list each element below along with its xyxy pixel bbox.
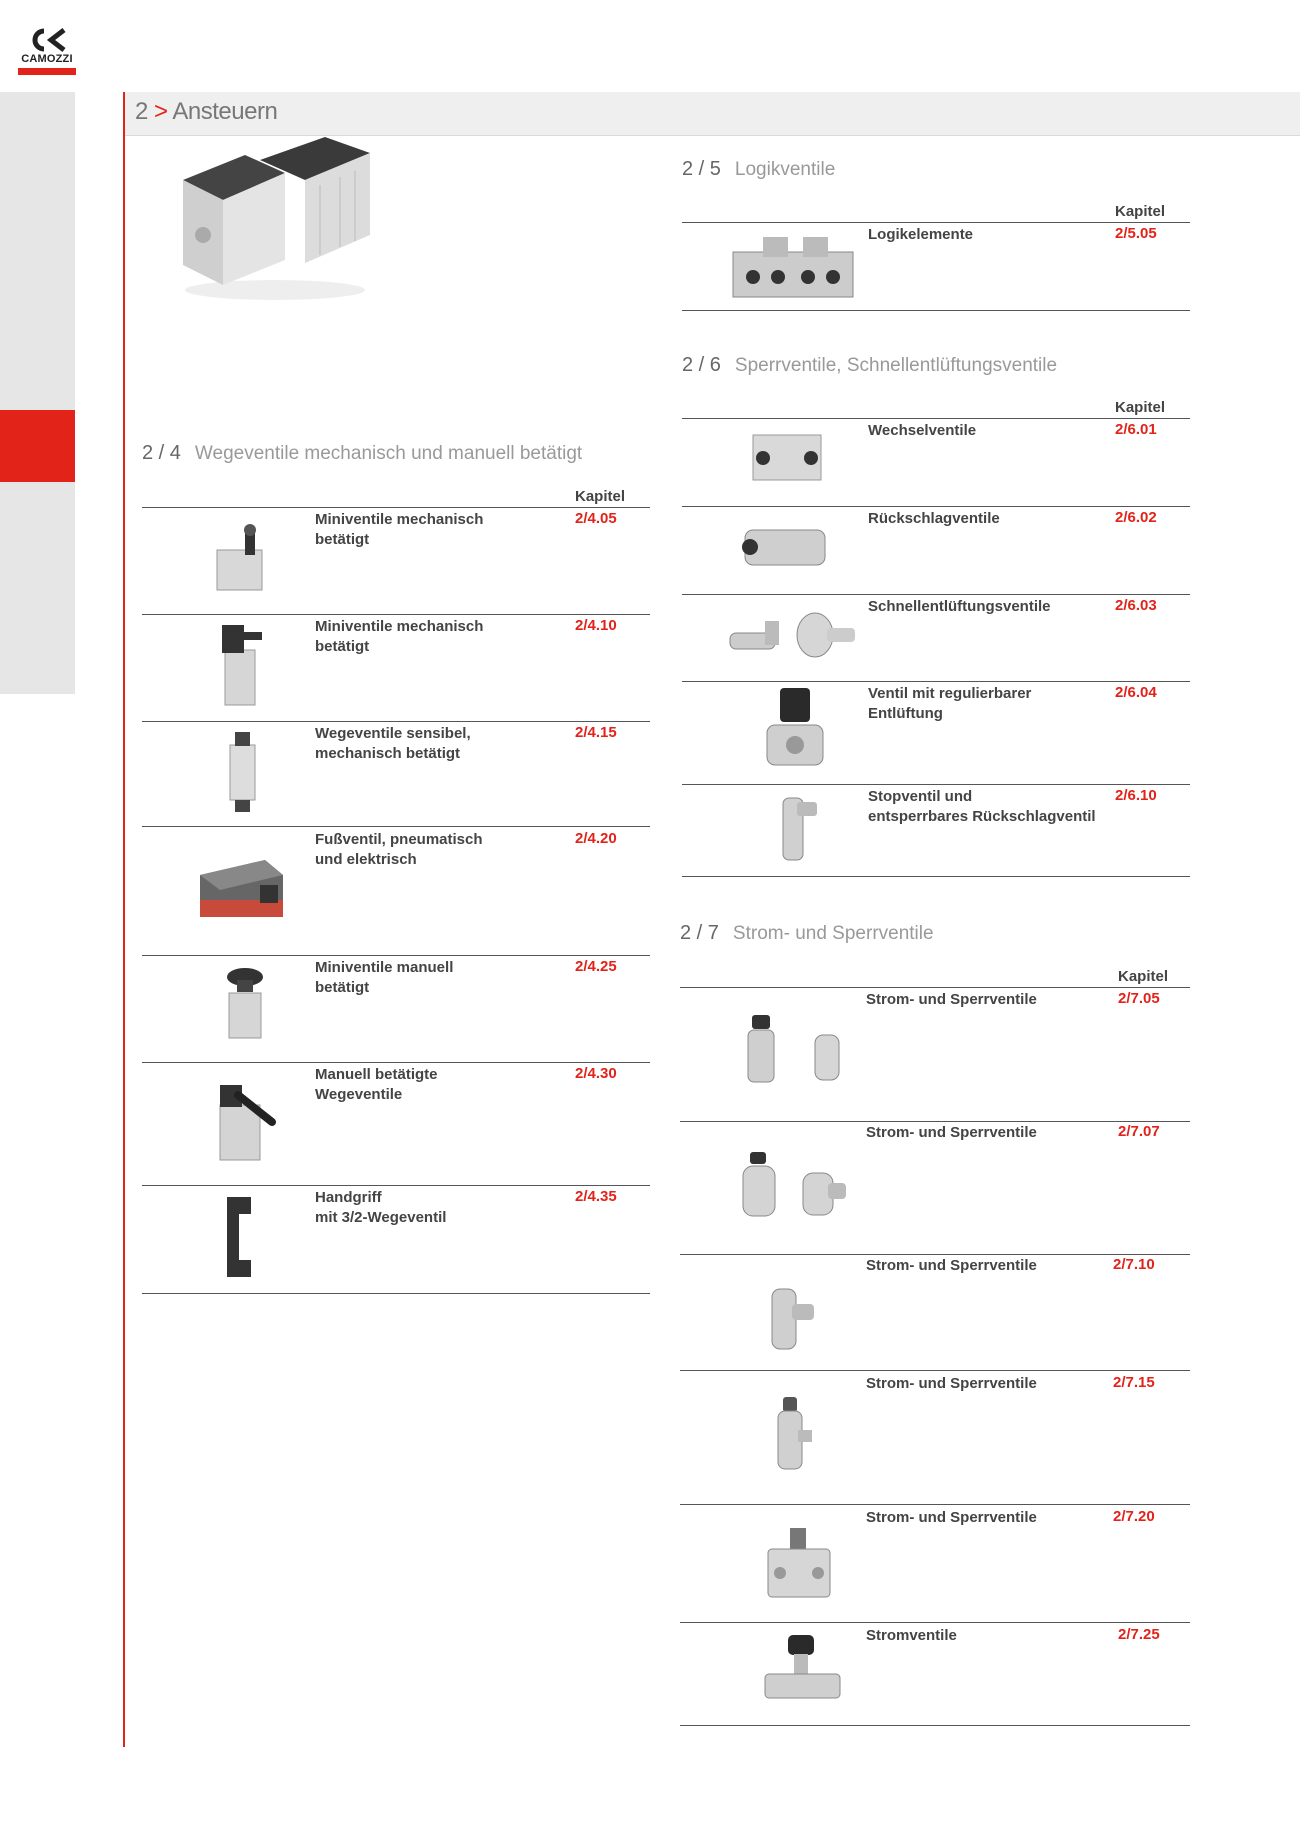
section-rule — [682, 418, 1190, 419]
row-divider — [142, 826, 650, 827]
row-divider — [142, 1062, 650, 1063]
chapter-link[interactable]: 2/4.05 — [575, 510, 617, 527]
list-item-label: Wechselventile — [868, 422, 977, 439]
chapter-link[interactable]: 2/4.20 — [575, 830, 617, 847]
kapitel-header: Kapitel — [1115, 399, 1166, 416]
list-item-label: Stromventile — [866, 1627, 957, 1644]
shuttle-valve-icon — [745, 425, 830, 490]
list-item-label: Miniventile mechanisch betätigt — [315, 511, 484, 548]
list-item-label: Stopventil und entsperrbares Rückschlagventil — [868, 788, 1096, 825]
chapter-link[interactable]: 2/7.05 — [1118, 990, 1160, 1007]
section-2-6-title — [682, 354, 1057, 377]
brand-bar — [18, 68, 76, 75]
regulator-valve-icon — [755, 685, 835, 780]
section-rule — [682, 310, 1190, 311]
list-item-label: Miniventile manuell betätigt — [315, 959, 454, 996]
foot-valve-icon — [195, 855, 285, 925]
mini-valve-icon — [205, 520, 280, 600]
flow-control-icon — [738, 1148, 853, 1223]
row-divider — [680, 1121, 1190, 1122]
list-item-label: Strom- und Sperrventile — [866, 1375, 1037, 1392]
section-name: Sperrventile, Schnellentlüftungsventile — [734, 355, 1058, 376]
chapter-link[interactable]: 2/7.20 — [1113, 1508, 1155, 1525]
list-item-label: Miniventile mechanisch betätigt — [315, 618, 484, 655]
list-item-label: Handgriff mit 3/2-Wegeventil — [315, 1189, 447, 1226]
logic-element-icon — [728, 232, 858, 304]
list-item-label: Strom- und Sperrventile — [866, 1124, 1037, 1141]
chapter-link[interactable]: 2/7.25 — [1118, 1626, 1160, 1643]
row-divider — [680, 1370, 1190, 1371]
check-valve-icon — [740, 520, 830, 575]
chapter-link[interactable]: 2/6.01 — [1115, 421, 1157, 438]
list-item-label: Rückschlagventile — [868, 510, 1000, 527]
chapter-link[interactable]: 2/4.35 — [575, 1188, 617, 1205]
chapter-number: 2 — [135, 98, 148, 125]
row-divider — [682, 506, 1190, 507]
flow-control-icon — [762, 1284, 822, 1359]
chapter-link[interactable]: 2/6.03 — [1115, 597, 1157, 614]
flow-control-icon — [760, 1525, 840, 1605]
chapter-link[interactable]: 2/4.30 — [575, 1065, 617, 1082]
chapter-link[interactable]: 2/4.10 — [575, 617, 617, 634]
chapter-link[interactable]: 2/4.25 — [575, 958, 617, 975]
section-name: Logikventile — [734, 159, 836, 180]
chapter-tab-active — [0, 410, 75, 482]
chapter-title — [135, 98, 277, 126]
camozzi-mark-icon — [28, 28, 66, 52]
section-rule — [142, 1293, 650, 1294]
chapter-banner — [125, 92, 1300, 136]
chapter-link[interactable]: 2/7.15 — [1113, 1374, 1155, 1391]
chapter-link[interactable]: 2/6.02 — [1115, 509, 1157, 526]
brand-name: CAMOZZI — [21, 53, 73, 65]
row-divider — [680, 1504, 1190, 1505]
roller-valve-icon — [210, 620, 270, 710]
section-number: 2 / 4 — [142, 442, 181, 464]
list-item-label: Wegeventile sensibel, mechanisch betätigt — [315, 725, 471, 762]
margin-line — [123, 92, 125, 1747]
section-number: 2 / 7 — [680, 922, 719, 944]
camozzi-logo — [18, 28, 76, 76]
list-item-label: Manuell betätigte Wegeventile — [315, 1066, 438, 1103]
list-item-label: Ventil mit regulierbarer Entlüftung — [868, 685, 1032, 722]
section-2-4-title — [142, 442, 582, 465]
section-number: 2 / 5 — [682, 158, 721, 180]
lever-valve-icon — [210, 1080, 290, 1165]
list-item-label: Strom- und Sperrventile — [866, 1257, 1037, 1274]
chapter-name: Ansteuern — [172, 98, 278, 125]
row-divider — [680, 1254, 1190, 1255]
section-name: Wegeventile mechanisch und manuell betätigt — [194, 443, 583, 464]
row-divider — [682, 594, 1190, 595]
push-button-valve-icon — [215, 965, 275, 1045]
section-rule — [142, 507, 650, 508]
valve-manifold-icon — [175, 135, 375, 305]
list-item-label: Logikelemente — [868, 226, 974, 243]
row-divider — [142, 955, 650, 956]
row-divider — [142, 614, 650, 615]
row-divider — [142, 1185, 650, 1186]
list-item-label: Fußventil, pneumatisch und elektrisch — [315, 831, 483, 868]
chapter-separator: > — [154, 98, 168, 125]
list-item-label: Schnellentlüftungsventile — [868, 598, 1051, 615]
handle-icon — [215, 1192, 265, 1282]
kapitel-header: Kapitel — [575, 488, 626, 505]
chapter-sidebar — [0, 92, 75, 694]
kapitel-header: Kapitel — [1118, 968, 1169, 985]
quick-exhaust-icon — [725, 603, 860, 668]
row-divider — [680, 1622, 1190, 1623]
kapitel-header: Kapitel — [1115, 203, 1166, 220]
chapter-link[interactable]: 2/6.10 — [1115, 787, 1157, 804]
section-rule — [682, 876, 1190, 877]
stop-valve-icon — [765, 790, 825, 870]
flow-control-icon — [768, 1395, 818, 1475]
row-divider — [142, 721, 650, 722]
chapter-link[interactable]: 2/7.07 — [1118, 1123, 1160, 1140]
flow-valve-icon — [760, 1632, 845, 1710]
section-2-5-title — [682, 158, 835, 181]
section-2-7-title — [680, 922, 934, 945]
chapter-link[interactable]: 2/6.04 — [1115, 684, 1157, 701]
list-item-label: Strom- und Sperrventile — [866, 1509, 1037, 1526]
section-name: Strom- und Sperrventile — [732, 923, 934, 944]
section-rule — [682, 222, 1190, 223]
chapter-link[interactable]: 2/4.15 — [575, 724, 617, 741]
row-divider — [682, 681, 1190, 682]
section-rule — [680, 987, 1190, 988]
flow-control-icon — [740, 1010, 850, 1090]
sensitive-valve-icon — [220, 730, 265, 815]
section-number: 2 / 6 — [682, 354, 721, 376]
row-divider — [682, 784, 1190, 785]
chapter-link[interactable]: 2/5.05 — [1115, 225, 1157, 242]
chapter-link[interactable]: 2/7.10 — [1113, 1256, 1155, 1273]
section-rule — [680, 1725, 1190, 1726]
list-item-label: Strom- und Sperrventile — [866, 991, 1037, 1008]
